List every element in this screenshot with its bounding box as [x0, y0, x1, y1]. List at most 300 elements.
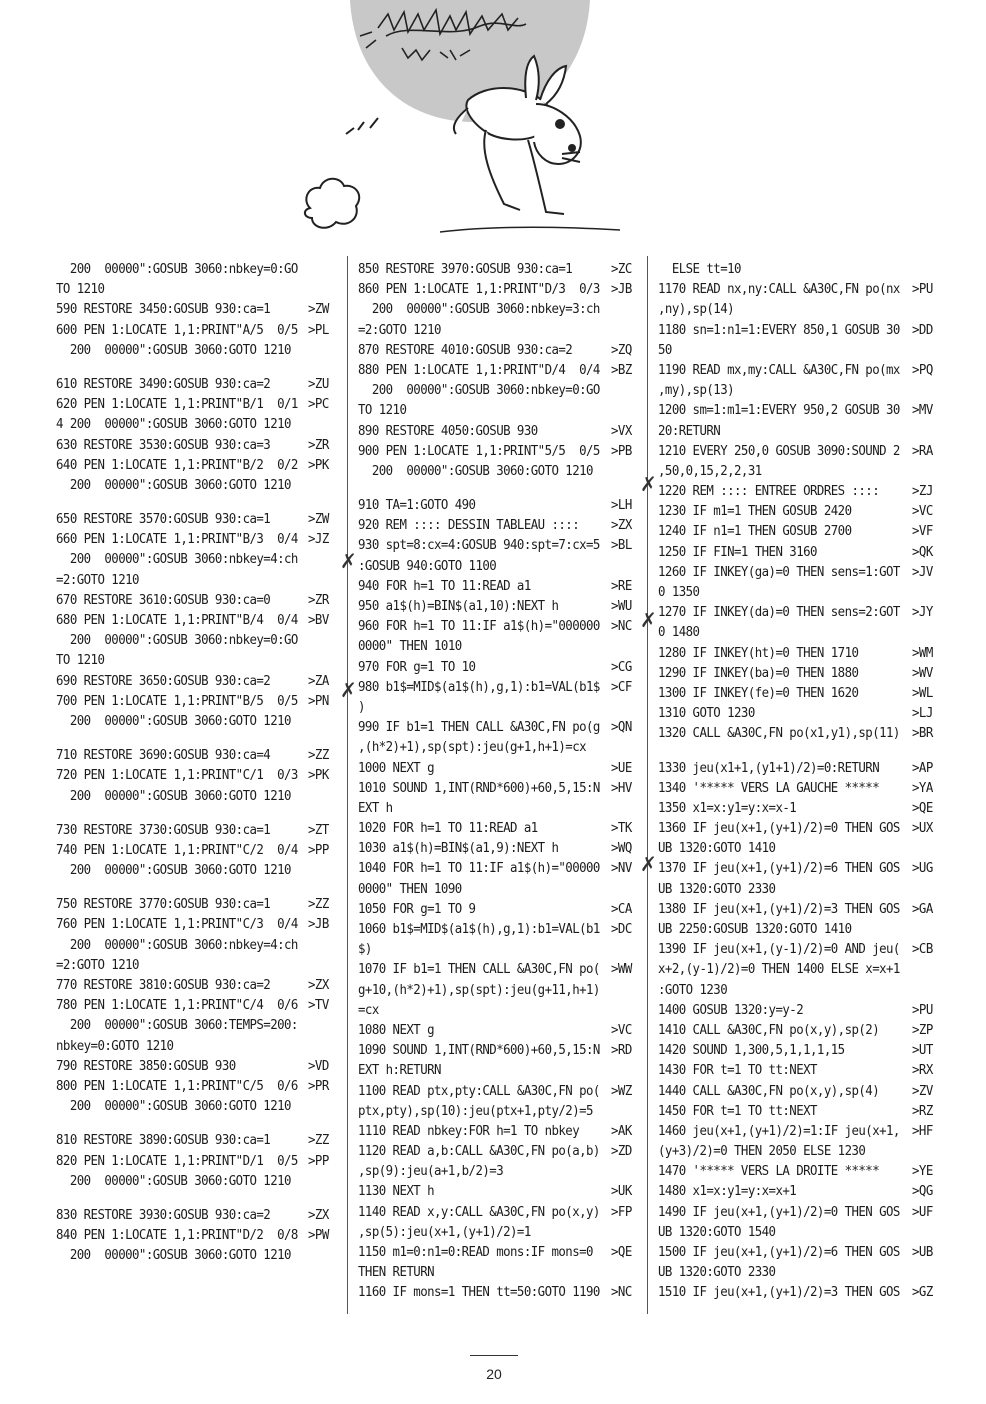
code-text: 740 PEN 1:LOCATE 1,1:PRINT"C/2 0/4 [56, 841, 298, 858]
code-text: 20:RETURN [658, 422, 721, 438]
checksum-code [611, 1100, 641, 1121]
code-line [56, 1015, 338, 1036]
checksum-code [308, 1096, 338, 1117]
checksum-code: >TV [308, 996, 329, 1013]
code-line [56, 1225, 338, 1246]
code-line [56, 710, 338, 731]
code-text: 700 PEN 1:LOCATE 1,1:PRINT"B/5 0/5 [56, 692, 298, 709]
code-line [56, 1150, 338, 1171]
code-text: 1470 '***** VERS LA DROITE ***** [658, 1162, 880, 1179]
code-line [358, 1241, 641, 1262]
column-divider-2 [647, 256, 648, 1314]
code-line [658, 1181, 942, 1202]
code-line [658, 959, 942, 980]
code-text: 710 RESTORE 3690:GOSUB 930:ca=4 [56, 746, 271, 763]
checksum-code: >ZX [308, 1206, 329, 1223]
code-line [56, 894, 338, 915]
code-line [658, 878, 942, 899]
column-divider-1 [347, 256, 348, 1314]
checksum-code: >CB [912, 940, 933, 957]
code-text: 760 PEN 1:LOCATE 1,1:PRINT"C/3 0/4 [56, 916, 298, 932]
code-text: 670 RESTORE 3610:GOSUB 930:ca=0 [56, 591, 271, 608]
code-text: 1200 sm=1:m1=1:EVERY 950,2 GOSUB 30 [658, 401, 900, 418]
code-text [56, 360, 308, 375]
code-line [56, 529, 338, 550]
code-line [658, 1100, 942, 1121]
checksum-code: >PQ [912, 361, 933, 378]
code-line [358, 636, 641, 657]
checksum-code: >QE [912, 799, 933, 816]
checksum-code: >MV [912, 401, 933, 418]
checksum-code: >WV [912, 664, 933, 681]
checksum-code: >RD [611, 1041, 632, 1058]
code-text: 200 00000":GOSUB 3060:GOTO 1210 [56, 712, 291, 729]
code-text: 640 PEN 1:LOCATE 1,1:PRINT"B/2 0/2 [56, 456, 298, 473]
code-line [56, 839, 338, 860]
checksum-code [611, 878, 641, 899]
code-line [56, 495, 338, 510]
checksum-code: >BL [611, 537, 632, 553]
code-text: UB 2250:GOSUB 1320:GOTO 1410 [658, 920, 852, 937]
motion-lines [346, 118, 378, 134]
code-text: 1300 IF INKEY(fe)=0 THEN 1620 [658, 684, 859, 701]
code-line [358, 481, 641, 496]
code-text: 850 RESTORE 3970:GOSUB 930:ca=1 [358, 260, 573, 277]
code-line [358, 575, 641, 596]
checksum-code [912, 581, 942, 602]
code-line [358, 918, 641, 939]
code-text: $) [358, 940, 372, 957]
checksum-code: >AP [912, 759, 933, 775]
code-text: 840 PEN 1:LOCATE 1,1:PRINT"D/2 0/8 [56, 1226, 298, 1243]
code-text: 1370 IF jeu(x+1,(y+1)/2)=6 THEN GOS [658, 860, 900, 876]
checksum-code [912, 1262, 942, 1283]
code-text: 720 PEN 1:LOCATE 1,1:PRINT"C/1 0/3 [56, 766, 298, 783]
code-text: 940 FOR h=1 TO 11:READ a1 [358, 577, 531, 594]
code-line [658, 703, 942, 724]
page-number: 20 [486, 1366, 502, 1382]
checksum-code: >NC [611, 617, 632, 634]
code-line [358, 299, 641, 320]
code-text: 750 RESTORE 3770:GOSUB 930:ca=1 [56, 895, 271, 912]
code-text: 0 1480 [658, 623, 700, 640]
hare-illustration [290, 0, 650, 240]
code-text: 1250 IF FIN=1 THEN 3160 [658, 543, 817, 559]
checksum-code: >JV [912, 563, 933, 580]
code-text: 1000 NEXT g [358, 759, 435, 775]
code-line [56, 805, 338, 820]
checksum-code [308, 279, 338, 300]
code-text: 920 REM :::: DESSIN TABLEAU :::: [358, 516, 580, 533]
code-line [56, 934, 338, 955]
code-line [358, 515, 641, 536]
code-line [658, 400, 942, 421]
code-line [658, 682, 942, 703]
code-text: 200 00000":GOSUB 3060:GOTO 1210 [358, 462, 593, 479]
code-text: 1480 x1=x:y1=y:x=x+1 [658, 1183, 797, 1199]
checksum-code [308, 650, 338, 671]
code-text: 1220 REM :::: ENTREE ORDRES :::: [658, 482, 880, 499]
checksum-code: >TK [611, 819, 632, 836]
code-line [56, 630, 338, 651]
code-column-2 [358, 259, 641, 1303]
code-line [658, 1040, 942, 1061]
code-text: 590 RESTORE 3450:GOSUB 930:ca=1 [56, 300, 271, 317]
code-text: 1110 READ nbkey:FOR h=1 TO nbkey [358, 1122, 580, 1139]
checksum-code [912, 878, 942, 899]
checksum-code [308, 934, 338, 955]
code-line [56, 1096, 338, 1117]
code-line [56, 1245, 338, 1266]
code-text: ,ny),sp(14) [658, 300, 735, 317]
checksum-code [912, 380, 942, 401]
code-line [658, 440, 942, 461]
checksum-code: >HV [611, 779, 632, 796]
code-text: (y+3)/2)=0 THEN 2050 ELSE 1230 [658, 1142, 866, 1159]
checksum-code: >PC [308, 395, 329, 412]
checksum-code [611, 1161, 641, 1182]
code-line [358, 656, 641, 677]
code-text: 1040 FOR h=1 TO 11:IF a1$(h)="00000 [358, 860, 600, 876]
checksum-code: >PU [912, 280, 933, 297]
checksum-code [308, 339, 338, 360]
checksum-code: >ZC [611, 260, 632, 277]
checksum-code: >ZQ [611, 341, 632, 358]
checksum-code: >YA [912, 779, 933, 796]
checksum-code [611, 400, 641, 421]
code-text: 200 00000":GOSUB 3060:GOTO 1210 [56, 476, 291, 493]
code-line [658, 1080, 942, 1101]
code-line [658, 541, 942, 562]
code-text: ptx,pty),sp(10):jeu(ptx+1,pty/2)=5 [358, 1102, 593, 1119]
checksum-code: >ZA [308, 672, 329, 688]
checksum-code: >PL [308, 321, 329, 337]
code-text: nbkey=0:GOTO 1210 [56, 1037, 174, 1053]
code-text: 0 1350 [658, 583, 700, 600]
code-text: 1060 b1$=MID$(a1$(h),g,1):b1=VAL(b1 [358, 920, 600, 937]
code-line [56, 339, 338, 360]
code-line [358, 1181, 641, 1202]
code-line [56, 394, 338, 415]
code-line [358, 380, 641, 401]
code-line [358, 319, 641, 340]
checksum-code: >JB [308, 916, 329, 932]
checksum-code [308, 860, 338, 881]
checksum-code: >JZ [308, 530, 329, 547]
checksum-code [308, 880, 338, 895]
code-text: 200 00000":GOSUB 3060:nbkey=4:ch [56, 936, 298, 952]
code-line [56, 589, 338, 610]
code-text: 620 PEN 1:LOCATE 1,1:PRINT"B/1 0/1 [56, 395, 298, 412]
code-text: 50 [658, 341, 672, 358]
code-text: 1100 READ ptx,pty:CALL &A30C,FN po( [358, 1082, 600, 1098]
checksum-code: >CG [611, 658, 632, 674]
checksum-code: >RE [611, 577, 632, 594]
code-line [358, 818, 641, 839]
checksum-code: >GA [912, 900, 933, 917]
code-text: 900 PEN 1:LOCATE 1,1:PRINT"5/5 0/5 [358, 442, 600, 459]
code-line [658, 380, 942, 401]
code-text: UB 1320:GOTO 2330 [658, 1263, 776, 1280]
code-line [658, 1120, 942, 1141]
code-line [358, 878, 641, 899]
code-line [358, 959, 641, 980]
code-line [358, 838, 641, 859]
code-text [358, 481, 611, 496]
code-line [658, 1221, 942, 1242]
code-text: 1350 x1=x:y1=y:x=x-1 [658, 799, 797, 816]
code-line [358, 717, 641, 738]
checksum-code: >ZT [308, 821, 329, 838]
code-text: ) [358, 698, 365, 715]
code-line [658, 339, 942, 360]
checksum-code: >VX [611, 422, 632, 438]
code-text: 200 00000":GOSUB 3060:GOTO 1210 [56, 861, 291, 878]
code-line [358, 279, 641, 300]
checksum-code: >ZW [308, 300, 329, 317]
checksum-code: >BZ [611, 361, 632, 378]
code-text: 1380 IF jeu(x+1,(y+1)/2)=3 THEN GOS [658, 900, 900, 917]
code-line [358, 979, 641, 1000]
code-text: 200 00000":GOSUB 3060:nbkey=4:ch [56, 551, 298, 567]
code-line [56, 745, 338, 766]
code-line [358, 696, 641, 717]
checksum-code [611, 737, 641, 758]
code-line [658, 602, 942, 623]
code-line [358, 757, 641, 778]
code-text: TO 1210 [56, 280, 105, 297]
code-line [56, 360, 338, 375]
code-text: g+10,(h*2)+1),sp(spt):jeu(g+11,h+1) [358, 981, 600, 997]
code-line [658, 1282, 942, 1303]
code-text: 1080 NEXT g [358, 1021, 435, 1038]
checksum-code [611, 380, 641, 401]
code-line [358, 1019, 641, 1040]
code-line [358, 495, 641, 516]
code-line [56, 454, 338, 475]
checksum-code: >YE [912, 1162, 933, 1179]
code-line [358, 737, 641, 758]
checksum-code [308, 1191, 338, 1206]
code-line [658, 299, 942, 320]
code-text: TO 1210 [358, 401, 407, 418]
code-line [56, 1130, 338, 1151]
code-line [56, 690, 338, 711]
checksum-code: >QN [611, 718, 632, 735]
code-line [56, 373, 338, 394]
code-text [56, 495, 308, 510]
code-text: 870 RESTORE 4010:GOSUB 930:ca=2 [358, 341, 573, 358]
checksum-code: >QK [912, 543, 933, 559]
code-text: 1320 CALL &A30C,FN po(x1,y1),sp(11) [658, 724, 900, 741]
checksum-code: >UT [912, 1041, 933, 1058]
checksum-code: >CA [611, 900, 632, 917]
code-text: 200 00000":GOSUB 3060:GOTO 1210 [56, 1172, 291, 1189]
checksum-code [308, 1015, 338, 1036]
code-text: =2:GOTO 1210 [56, 571, 139, 587]
checksum-code: >VC [611, 1021, 632, 1038]
code-text: 1420 SOUND 1,300,5,1,1,1,15 [658, 1041, 845, 1058]
code-text: ELSE tt=10 [658, 260, 741, 277]
code-text: 200 00000":GOSUB 3060:nbkey=3:ch [358, 300, 600, 317]
code-line [658, 561, 942, 582]
code-line [56, 549, 338, 570]
code-line [358, 535, 641, 556]
checksum-code: >WU [611, 597, 632, 614]
checksum-code: >LH [611, 496, 632, 513]
checksum-code: >WZ [611, 1082, 632, 1098]
checksum-code: >DC [611, 920, 632, 937]
code-text: 1430 FOR t=1 TO tt:NEXT [658, 1061, 817, 1078]
code-line [56, 569, 338, 590]
code-line [658, 999, 942, 1020]
code-text [56, 880, 308, 895]
checksum-code [308, 549, 338, 570]
code-text: TO 1210 [56, 651, 105, 668]
checksum-code [611, 1262, 641, 1283]
checksum-code: >RZ [912, 1102, 933, 1119]
code-line [658, 359, 942, 380]
code-line [56, 860, 338, 881]
checksum-code [611, 299, 641, 320]
code-line [56, 1035, 338, 1056]
code-text: 1260 IF INKEY(ga)=0 THEN sens=1:GOT [658, 563, 900, 580]
checksum-code: >WL [912, 684, 933, 701]
code-line [658, 501, 942, 522]
code-line [358, 595, 641, 616]
code-text: 780 PEN 1:LOCATE 1,1:PRINT"C/4 0/6 [56, 996, 298, 1013]
code-line [658, 279, 942, 300]
code-text: 810 RESTORE 3890:GOSUB 930:ca=1 [56, 1131, 271, 1148]
dust-cloud [305, 179, 359, 228]
code-line [658, 818, 942, 839]
checksum-code [912, 743, 942, 758]
checksum-code [308, 1035, 338, 1056]
code-text: THEN RETURN [358, 1263, 435, 1280]
code-text: 950 a1$(h)=BIN$(a1,10):NEXT h [358, 597, 559, 614]
code-line [56, 785, 338, 806]
checksum-code: >LJ [912, 704, 933, 721]
code-line [658, 319, 942, 340]
code-text: 830 RESTORE 3930:GOSUB 930:ca=2 [56, 1206, 271, 1223]
code-text: =2:GOTO 1210 [358, 321, 441, 337]
checksum-code: >RX [912, 1061, 933, 1078]
code-text: 1170 READ nx,ny:CALL &A30C,FN po(nx [658, 280, 900, 297]
code-text [56, 1116, 308, 1131]
checksum-code: >PP [308, 841, 329, 858]
checksum-code: >FP [611, 1203, 632, 1219]
checksum-code: >ZJ [912, 482, 933, 499]
code-line [658, 420, 942, 441]
code-line [658, 1019, 942, 1040]
code-text: 610 RESTORE 3490:GOSUB 930:ca=2 [56, 375, 271, 392]
checksum-code [611, 939, 641, 960]
checksum-code [308, 569, 338, 590]
checksum-code [912, 339, 942, 360]
code-line [658, 723, 942, 744]
checksum-code [611, 979, 641, 1000]
code-line [658, 622, 942, 643]
code-line [658, 757, 942, 778]
code-text: 1050 FOR g=1 TO 9 [358, 900, 476, 917]
checksum-code: >UG [912, 860, 933, 876]
correction-mark: ✗ [640, 854, 657, 876]
code-text: 200 00000":GOSUB 3060:nbkey=0:GO [56, 260, 298, 277]
code-line [56, 670, 338, 691]
code-line [56, 299, 338, 320]
checksum-code [308, 731, 338, 746]
code-text: 980 b1$=MID$(a1$(h),g,1):b1=VAL(b1$ [358, 678, 600, 695]
checksum-code [308, 258, 338, 279]
checksum-code: >ZZ [308, 746, 329, 763]
code-text: UB 1320:GOTO 1540 [658, 1223, 776, 1240]
code-text: UB 1320:GOTO 1410 [658, 839, 776, 856]
code-line [56, 1170, 338, 1191]
code-text: 1070 IF b1=1 THEN CALL &A30C,FN po( [358, 960, 600, 977]
checksum-code: >PB [611, 442, 632, 459]
code-line [358, 1040, 641, 1061]
checksum-code: >HF [912, 1122, 933, 1139]
code-line [358, 1161, 641, 1182]
checksum-code: >PR [308, 1077, 329, 1094]
checksum-code [611, 481, 641, 496]
code-line [358, 359, 641, 380]
code-text: 770 RESTORE 3810:GOSUB 930:ca=2 [56, 976, 271, 993]
code-text: 1460 jeu(x+1,(y+1)/2)=1:IF jeu(x+1, [658, 1122, 900, 1139]
code-text: 200 00000":GOSUB 3060:nbkey=0:GO [56, 631, 298, 648]
code-text: 880 PEN 1:LOCATE 1,1:PRINT"D/4 0/4 [358, 361, 600, 378]
code-line [358, 858, 641, 879]
code-text [56, 805, 308, 820]
code-line [658, 797, 942, 818]
checksum-code: >ZX [308, 976, 329, 993]
code-text: 1180 sn=1:n1=1:EVERY 850,1 GOSUB 30 [658, 321, 900, 337]
code-line [358, 1100, 641, 1121]
code-line [56, 914, 338, 935]
code-line [358, 1060, 641, 1081]
checksum-code [611, 999, 641, 1020]
code-text: 200 00000":GOSUB 3060:nbkey=0:GO [358, 381, 600, 398]
code-line [56, 474, 338, 495]
code-line [358, 400, 641, 421]
code-line [658, 1060, 942, 1081]
checksum-code [308, 710, 338, 731]
checksum-code: >PP [308, 1152, 329, 1168]
checksum-code: >PW [308, 1226, 329, 1243]
code-text: 660 PEN 1:LOCATE 1,1:PRINT"B/3 0/4 [56, 530, 298, 547]
code-line [658, 1141, 942, 1162]
code-text: 990 IF b1=1 THEN CALL &A30C,FN po(g [358, 718, 600, 735]
code-text: 1490 IF jeu(x+1,(y+1)/2)=0 THEN GOS [658, 1203, 900, 1219]
checksum-code: >DD [912, 321, 933, 337]
checksum-code: >UE [611, 759, 632, 775]
checksum-code: >PK [308, 766, 329, 783]
code-text: 1450 FOR t=1 TO tt:NEXT [658, 1102, 817, 1119]
code-text: 680 PEN 1:LOCATE 1,1:PRINT"B/4 0/4 [56, 611, 298, 628]
code-line [56, 995, 338, 1016]
checksum-code: >PU [912, 1001, 933, 1018]
code-line [658, 521, 942, 542]
code-line [358, 1262, 641, 1283]
code-line [358, 1221, 641, 1242]
code-line [658, 1262, 942, 1283]
code-text [56, 1191, 308, 1206]
code-line [56, 258, 338, 279]
correction-mark: ✗ [340, 680, 357, 702]
code-line [56, 731, 338, 746]
code-text: ,50,0,15,2,2,31 [658, 462, 762, 479]
code-text: 1330 jeu(x1+1,(y1+1)/2)=0:RETURN [658, 759, 880, 775]
